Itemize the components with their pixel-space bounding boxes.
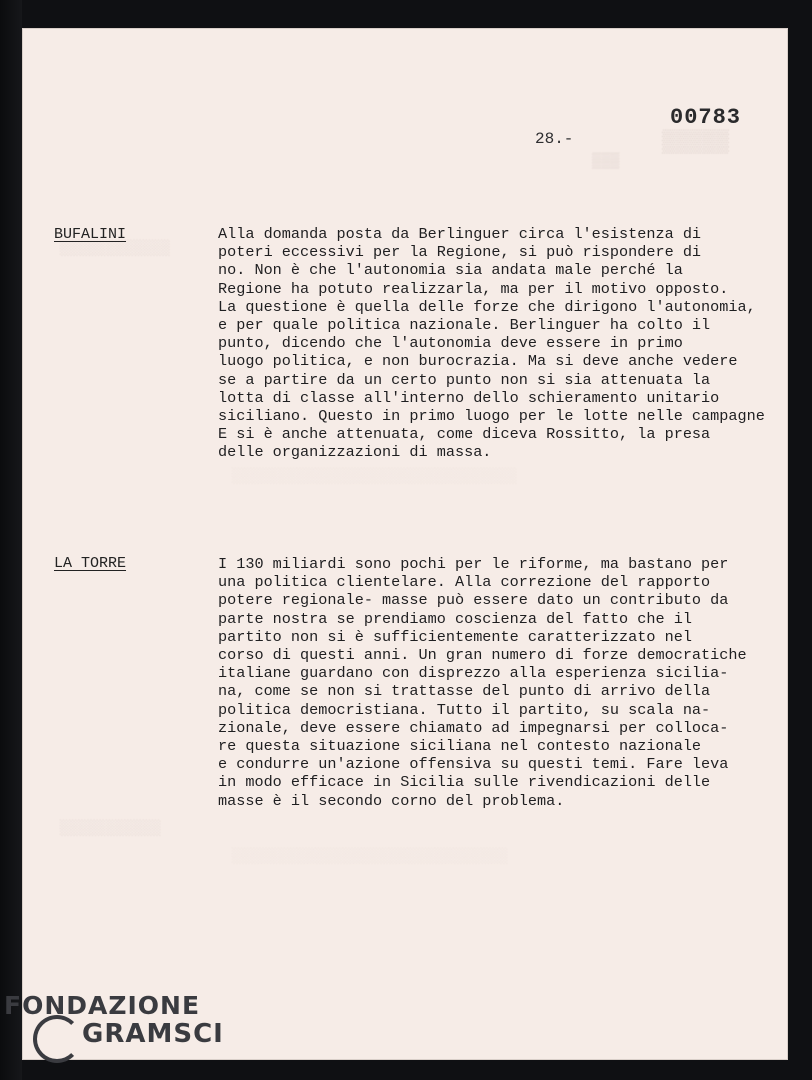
fondazione-gramsci-watermark <box>0 985 230 1080</box>
speech-paragraph <box>218 555 788 810</box>
watermark-line2: GRAMSCI <box>82 1019 224 1049</box>
show-through-texture: ░░░░░░░░░░░░ <box>60 240 171 257</box>
gramsci-logo-icon <box>33 1015 81 1063</box>
text-line: parte nostra se prendiamo coscienza del fatto che il <box>218 609 692 628</box>
text-line: masse è il secondo corno del problema. <box>218 791 565 810</box>
speaker-name: LA TORRE <box>54 555 127 572</box>
text-line: delle organizzazioni di massa. <box>218 443 492 462</box>
text-line: e condurre un'azione offensiva su questi temi. Fare leva <box>218 755 729 774</box>
show-through-texture: ░░░░░░░░░░░░░░░░░░░░░░░░░░░░░░ <box>232 848 509 865</box>
text-line: no. Non è che l'autonomia sia andata male perché la <box>218 261 683 280</box>
text-line: na, come se non si trattasse del punto di arrivo della <box>218 682 711 701</box>
speech-paragraph <box>218 225 788 462</box>
text-line: in modo efficace in Sicilia sulle rivendicazioni delle <box>218 773 711 792</box>
text-line: siciliano. Questo in primo luogo per le lotte nelle campagne <box>218 407 765 426</box>
text-line: potere regionale- masse può essere dato un contributo da <box>218 591 729 610</box>
text-line: e per quale politica nazionale. Berlinguer ha colto il <box>218 316 711 335</box>
text-line: corso di questi anni. Un gran numero di forze democratiche <box>218 646 747 665</box>
watermark-line1: FONDAZIONE <box>4 991 201 1020</box>
show-through-texture: ▒▒▒▒▒ <box>662 130 730 155</box>
text-line: poteri eccessivi per la Regione, si può rispondere di <box>218 243 702 262</box>
page-number: 28.- <box>535 130 574 148</box>
speaker-name: BUFALINI <box>54 226 127 243</box>
show-through-texture: ░░░░░░░░░░░ <box>60 820 162 837</box>
text-line: una politica clientelare. Alla correzione del rapporto <box>218 573 711 592</box>
text-line: lotta di classe all'interno dello schieramento unitario <box>218 388 720 407</box>
text-line: se a partire da un certo punto non si sia attenuata la <box>218 370 711 389</box>
text-line: luogo politica, e non burocrazia. Ma si deve anche vedere <box>218 352 738 371</box>
text-line: re questa situazione siciliana nel contesto nazionale <box>218 737 702 756</box>
text-line: Alla domanda posta da Berlinguer circa l'esistenza di <box>218 225 702 243</box>
text-line: zionale, deve essere chiamato ad impegnarsi per colloca- <box>218 718 729 737</box>
text-line: partito non si è sufficientemente caratterizzato nel <box>218 627 692 646</box>
text-line: Regione ha potuto realizzarla, ma per il motivo opposto. <box>218 279 729 298</box>
show-through-texture: ░░░░░░░░░░░░░░░░░░░░░░░░░░░░░░░ <box>232 468 518 485</box>
text-line: I 130 miliardi sono pochi per le riforme, ma bastano per <box>218 555 729 573</box>
text-line: E si è anche attenuata, come diceva Rossitto, la presa <box>218 425 711 444</box>
archive-number-stamp: 00783 <box>670 105 742 130</box>
show-through-texture: ▒▒▒ <box>592 153 620 170</box>
text-line: politica democristiana. Tutto il partito, su scala na- <box>218 700 711 719</box>
document-page <box>22 28 788 1060</box>
scan-background-edge <box>0 0 22 1080</box>
text-line: italiane guardano con disprezzo alla esperienza sicilia- <box>218 664 729 683</box>
text-line: punto, dicendo che l'autonomia deve essere in primo <box>218 334 683 353</box>
text-line: La questione è quella delle forze che dirigono l'autonomia, <box>218 297 756 316</box>
